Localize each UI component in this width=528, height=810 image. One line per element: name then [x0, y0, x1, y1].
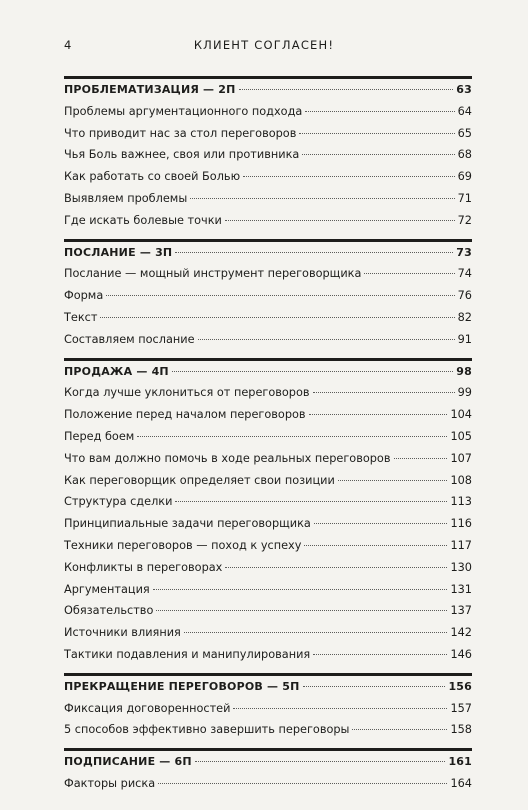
toc-entry — [64, 101, 472, 123]
toc-entry-page: 69 — [457, 170, 472, 184]
toc-section-heading — [64, 751, 472, 773]
running-title: КЛИЕНТ СОГЛАСЕН! — [193, 38, 335, 52]
toc-entry-label: Факторы риска — [64, 776, 156, 790]
toc-entry-page: 74 — [457, 267, 472, 281]
toc-entry-page: 104 — [450, 408, 472, 422]
toc-entry-page: 107 — [450, 451, 472, 465]
toc-entry-page: 113 — [450, 495, 472, 509]
dot-leader — [175, 252, 453, 253]
toc-entry — [64, 579, 472, 601]
toc-entry — [64, 144, 472, 166]
table-of-contents — [64, 76, 472, 795]
toc-entry-page: 158 — [450, 723, 472, 737]
toc-entry-label: Аргументация — [64, 582, 150, 596]
dot-leader — [195, 761, 446, 762]
toc-entry — [64, 188, 472, 210]
toc-section — [64, 673, 472, 741]
toc-entry-label: Положение перед началом переговоров — [64, 408, 306, 422]
toc-entry — [64, 557, 472, 579]
dot-leader — [137, 436, 447, 437]
toc-entry — [64, 535, 472, 557]
dot-leader — [184, 632, 448, 633]
toc-entry-label: Проблемы аргументационного подхода — [64, 104, 303, 118]
toc-section-heading-label: ПРОБЛЕМАТИЗАЦИЯ — 2П — [64, 83, 236, 96]
toc-entry-label: Источники влияния — [64, 626, 181, 640]
toc-section-heading-page: 156 — [448, 679, 472, 693]
toc-entry — [64, 382, 472, 404]
dot-leader — [153, 589, 448, 590]
toc-entry — [64, 644, 472, 666]
dot-leader — [190, 198, 454, 199]
toc-entry-label: Как переговорщик определяет свои позиции — [64, 473, 335, 487]
dot-leader — [233, 708, 447, 709]
toc-entry — [64, 773, 472, 795]
toc-section-heading-label: ПОДПИСАНИЕ — 6П — [64, 755, 192, 769]
dot-leader — [158, 783, 447, 784]
toc-entry-page: 72 — [457, 213, 472, 227]
toc-section-heading-label: ПРОДАЖА — 4П — [64, 364, 169, 378]
toc-entry-label: Чья Боль важнее, своя или противника — [64, 148, 300, 162]
dot-leader — [364, 273, 454, 274]
toc-entry-label: Выявляем проблемы — [64, 191, 188, 205]
toc-entry-label: Что приводит нас за стол переговоров — [64, 126, 297, 140]
dot-leader — [106, 295, 454, 296]
toc-entry-page: 105 — [450, 429, 472, 443]
toc-entry — [64, 210, 472, 232]
toc-entry — [64, 307, 472, 329]
toc-entry — [64, 263, 472, 285]
toc-entry-label: Фиксация договоренностей — [64, 701, 231, 715]
toc-entry-page: 82 — [457, 310, 472, 324]
toc-entry-page: 91 — [457, 332, 472, 346]
toc-section-heading-page: 63 — [456, 83, 472, 96]
toc-section-heading — [64, 242, 472, 264]
toc-section-heading — [64, 676, 472, 698]
toc-entry-page: 117 — [450, 538, 472, 552]
toc-section-heading — [64, 79, 472, 101]
toc-entry-label: Перед боем — [64, 429, 135, 443]
toc-entry — [64, 513, 472, 535]
toc-entry-page: 65 — [457, 126, 472, 140]
dot-leader — [172, 371, 453, 372]
dot-leader — [304, 545, 447, 546]
toc-entry — [64, 285, 472, 307]
toc-entry — [64, 698, 472, 720]
toc-section-heading-label: ПОСЛАНИЕ — 3П — [64, 245, 173, 259]
toc-entry-label: 5 способов эффективно завершить переговоры — [64, 723, 350, 737]
toc-entry — [64, 426, 472, 448]
toc-section — [64, 358, 472, 666]
toc-section-heading-page: 161 — [448, 755, 472, 769]
toc-entry — [64, 719, 472, 741]
toc-entry — [64, 491, 472, 513]
dot-leader — [303, 686, 446, 687]
dot-leader — [305, 111, 454, 112]
toc-entry-page: 99 — [457, 386, 472, 400]
toc-entry-label: Что вам должно помочь в ходе реальных переговоров — [64, 451, 391, 465]
dot-leader — [100, 317, 454, 318]
toc-entry — [64, 166, 472, 188]
toc-entry-page: 71 — [457, 191, 472, 205]
toc-entry — [64, 404, 472, 426]
toc-entry-label: Текст — [64, 310, 98, 324]
toc-entry-label: Обязательство — [64, 604, 154, 618]
dot-leader — [243, 176, 455, 177]
dot-leader — [302, 154, 454, 155]
dot-leader — [394, 458, 448, 459]
page-number: 4 — [64, 38, 72, 52]
toc-entry-page: 137 — [450, 604, 472, 618]
toc-entry-label: Послание — мощный инструмент переговорщика — [64, 267, 362, 281]
toc-entry — [64, 123, 472, 145]
toc-entry-label: Структура сделки — [64, 495, 173, 509]
dot-leader — [225, 567, 447, 568]
dot-leader — [175, 501, 447, 502]
toc-entry-label: Когда лучше уклониться от переговоров — [64, 386, 310, 400]
toc-section — [64, 239, 472, 351]
toc-entry-page: 142 — [450, 626, 472, 640]
toc-entry-label: Где искать болевые точки — [64, 213, 222, 227]
toc-entry-label: Как работать со своей Болью — [64, 170, 241, 184]
toc-entry — [64, 448, 472, 470]
toc-entry — [64, 600, 472, 622]
dot-leader — [225, 220, 455, 221]
dot-leader — [299, 133, 454, 134]
dot-leader — [309, 414, 448, 415]
toc-entry-page: 68 — [457, 148, 472, 162]
dot-leader — [156, 610, 447, 611]
toc-entry-page: 131 — [450, 582, 472, 596]
dot-leader — [313, 654, 447, 655]
toc-entry — [64, 622, 472, 644]
toc-entry-page: 130 — [450, 560, 472, 574]
dot-leader — [338, 480, 448, 481]
toc-entry — [64, 470, 472, 492]
dot-leader — [314, 523, 448, 524]
toc-entry — [64, 329, 472, 351]
toc-entry-label: Конфликты в переговорах — [64, 560, 223, 574]
toc-entry-label: Форма — [64, 289, 104, 303]
toc-entry-page: 64 — [457, 104, 472, 118]
toc-entry-label: Тактики подавления и манипулирования — [64, 647, 311, 661]
toc-entry-page: 116 — [450, 517, 472, 531]
toc-entry-page: 146 — [450, 647, 472, 661]
toc-section — [64, 748, 472, 795]
toc-entry-label: Техники переговоров — поход к успеху — [64, 538, 302, 552]
toc-section-heading-page: 98 — [456, 364, 472, 378]
toc-entry-label: Составляем послание — [64, 332, 195, 346]
toc-section — [64, 76, 472, 232]
toc-entry-label: Принципиальные задачи переговорщика — [64, 517, 311, 531]
toc-section-heading — [64, 361, 472, 383]
toc-section-heading-page: 73 — [456, 245, 472, 259]
dot-leader — [352, 729, 447, 730]
toc-entry-page: 164 — [450, 776, 472, 790]
toc-entry-page: 108 — [450, 473, 472, 487]
toc-entry-page: 157 — [450, 701, 472, 715]
toc-entry-page: 76 — [457, 289, 472, 303]
dot-leader — [313, 392, 455, 393]
dot-leader — [198, 339, 455, 340]
toc-section-heading-label: ПРЕКРАЩЕНИЕ ПЕРЕГОВОРОВ — 5П — [64, 679, 300, 693]
dot-leader — [239, 89, 454, 90]
